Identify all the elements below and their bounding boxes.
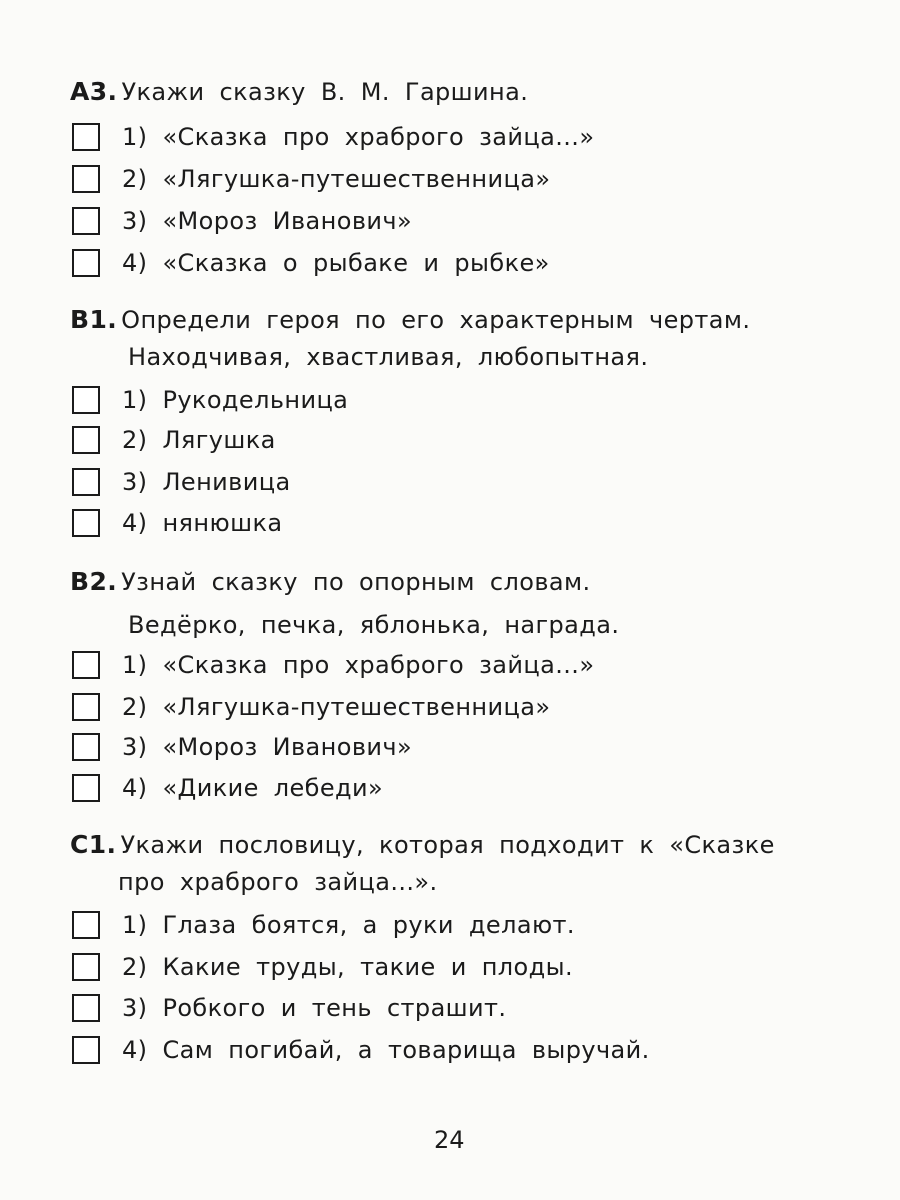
option[interactable] [72,248,550,278]
option[interactable] [72,952,573,982]
checkbox[interactable] [72,693,100,721]
option[interactable] [72,910,575,940]
question-b1 [70,305,750,335]
option-label: 3) Робкого и тень страшит. [122,994,507,1022]
option-label: 4) нянюшка [122,509,283,537]
question-text: Укажи сказку В. М. Гаршина. [121,78,529,106]
option-label: 4) Сам погибай, а товарища выручай. [122,1036,650,1064]
option-label: 1) Рукодельница [122,386,349,414]
option[interactable] [72,993,506,1023]
option-label: 4) «Дикие лебеди» [122,774,384,802]
option[interactable] [72,773,383,803]
question-text-line2: про храброго зайца...». [118,868,438,896]
checkbox[interactable] [72,911,100,939]
option[interactable] [72,732,412,762]
question-text-line2: Находчивая, хвастливая, любопытная. [128,343,649,371]
checkbox[interactable] [72,165,100,193]
option[interactable] [72,425,276,455]
question-label: С1. [70,830,117,859]
option[interactable] [72,508,282,538]
option[interactable] [72,1035,650,1065]
option-label: 4) «Сказка о рыбаке и рыбке» [122,249,550,277]
question-a3 [70,77,528,107]
checkbox[interactable] [72,994,100,1022]
option-label: 2) Лягушка [122,426,276,454]
option[interactable] [72,467,291,497]
checkbox[interactable] [72,733,100,761]
checkbox[interactable] [72,123,100,151]
option-label: 1) «Сказка про храброго зайца...» [122,651,595,679]
checkbox[interactable] [72,651,100,679]
question-text: Определи героя по его характерным чертам. [121,306,751,334]
option-label: 2) Какие труды, такие и плоды. [122,953,574,981]
question-b2 [70,567,591,597]
option[interactable] [72,164,550,194]
question-text-line2: Ведёрко, печка, яблонька, награда. [128,611,620,639]
option-label: 3) Ленивица [122,468,291,496]
checkbox[interactable] [72,774,100,802]
question-label: А3. [70,77,118,106]
option-label: 2) «Лягушка-путешественница» [122,693,551,721]
checkbox[interactable] [72,509,100,537]
option[interactable] [72,650,594,680]
option[interactable] [72,385,348,415]
question-c1 [70,830,775,860]
checkbox[interactable] [72,249,100,277]
question-text: Узнай сказку по опорным словам. [121,568,591,596]
checkbox[interactable] [72,207,100,235]
checkbox[interactable] [72,953,100,981]
option-label: 3) «Мороз Иванович» [122,207,413,235]
option[interactable] [72,692,550,722]
option-label: 1) Глаза боятся, а руки делают. [122,911,575,939]
checkbox[interactable] [72,468,100,496]
question-label: В1. [70,305,118,334]
checkbox[interactable] [72,386,100,414]
option[interactable] [72,122,594,152]
question-label: В2. [70,567,118,596]
question-text: Укажи пословицу, которая подходит к «Сказке [120,831,775,859]
option-label: 1) «Сказка про храброго зайца...» [122,123,595,151]
option-label: 3) «Мороз Иванович» [122,733,413,761]
option[interactable] [72,206,412,236]
checkbox[interactable] [72,1036,100,1064]
page-number: 24 [434,1126,465,1154]
option-label: 2) «Лягушка-путешественница» [122,165,551,193]
checkbox[interactable] [72,426,100,454]
